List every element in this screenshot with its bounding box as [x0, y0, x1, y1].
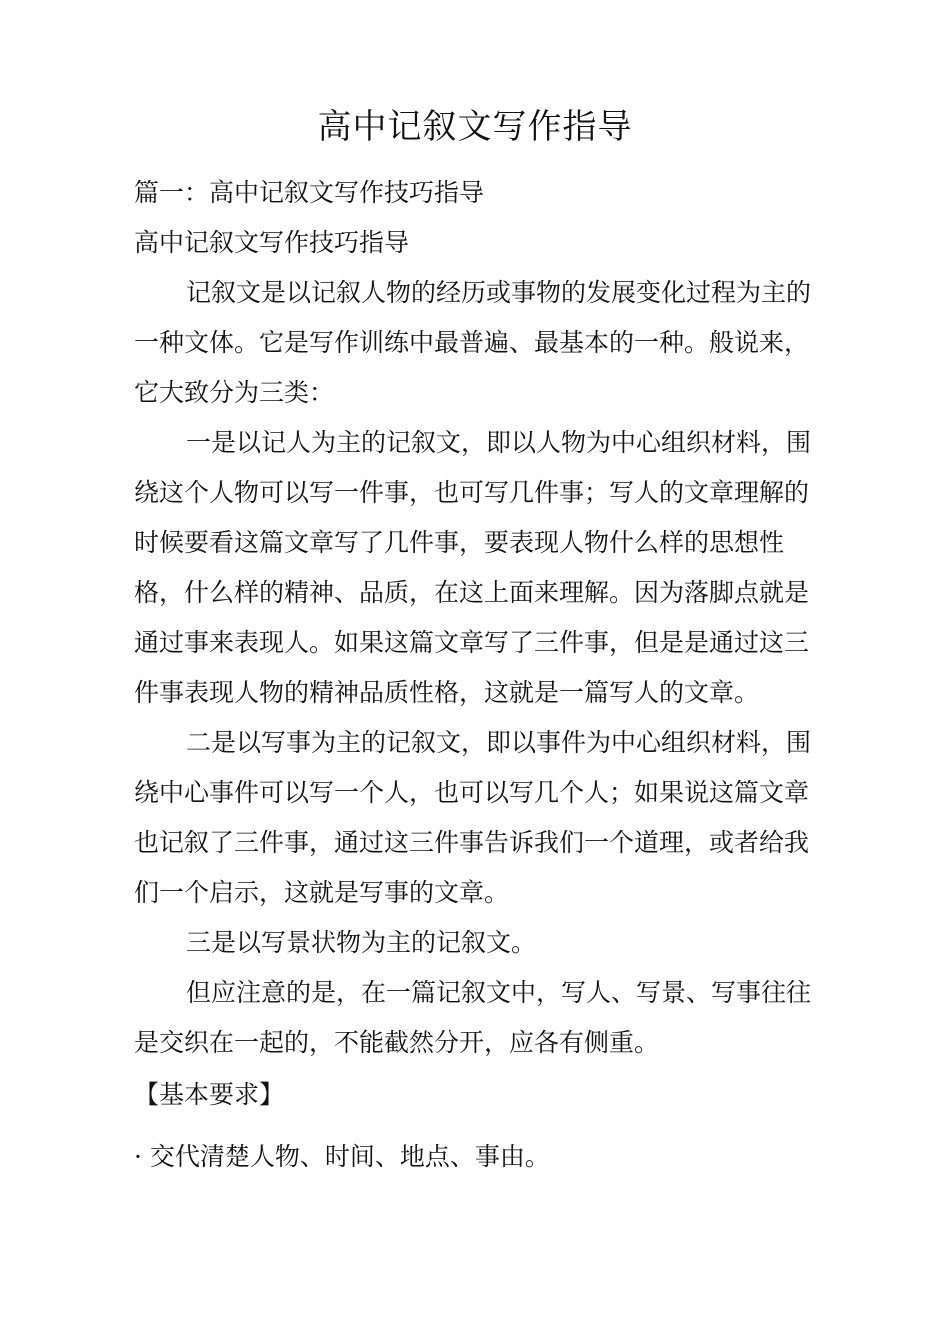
requirements-heading: 【基本要求】	[134, 1080, 285, 1109]
section-heading: 篇一：高中记叙文写作技巧指导	[134, 178, 485, 207]
document-title: 高中记叙文写作指导	[317, 107, 633, 147]
paragraph-5: 但应注意的是，在一篇记叙文中，写人、写景、写事往往是交织在一起的，不能截然分开，应各有侧重。	[134, 978, 812, 1057]
requirement-item: · 交代清楚人物、时间、地点、事由。	[134, 1142, 550, 1171]
paragraph-1: 记叙文是以记叙人物的经历或事物的发展变化过程为主的一种文体。它是写作训练中最普遍、最基本的一种。般说来，它大致分为三类：	[134, 278, 812, 407]
paragraph-2: 一是以记人为主的记叙文，即以人物为中心组织材料，围绕这个人物可以写一件事，也可写几件事；写人的文章理解的时候要看这篇文章写了几件事，要表现人物什么样的思想性格，什么样的精神、品质，在这上面来理解。因为落脚点就是通过事来表现人。如果这篇文章写了三件事，但是是通过这三件事表现人物的精神品质性格，这就是一篇写人的文章。	[134, 428, 812, 707]
document-body	[134, 168, 829, 1182]
subheading: 高中记叙文写作技巧指导	[134, 228, 410, 257]
paragraph-3: 二是以写事为主的记叙文，即以事件为中心组织材料，围绕中心事件可以写一个人，也可以写几个人；如果说这篇文章也记叙了三件事，通过这三件事告诉我们一个道理，或者给我们一个启示，这就是写事的文章。	[134, 728, 812, 907]
paragraph-4: 三是以写景状物为主的记叙文。	[186, 928, 537, 957]
